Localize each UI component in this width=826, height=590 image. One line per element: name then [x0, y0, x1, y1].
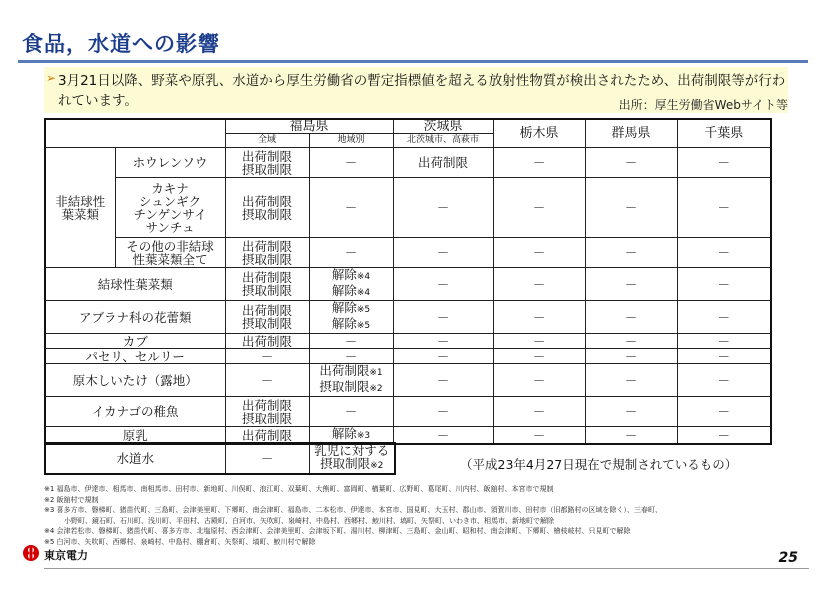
cell-all: 出荷制限 摂取制限 — [225, 238, 309, 268]
food-name: カキナ シュンギク チンゲンサイ サンチュ — [115, 178, 225, 238]
area-status: 解除 — [331, 283, 357, 298]
area-status: 解除 — [331, 426, 357, 441]
cell-ibaraki: － — [393, 301, 493, 334]
area-status: 解除 — [331, 267, 357, 282]
cell-chiba: － — [677, 268, 771, 301]
group-label: 非結球性 葉菜類 — [45, 148, 115, 268]
footnote-ref: ※5 — [356, 321, 371, 331]
footnotes — [44, 484, 784, 547]
bullet-arrow-icon: ➢ — [46, 71, 57, 85]
cell-ibaraki: － — [393, 238, 493, 268]
cell-ibaraki: － — [393, 334, 493, 349]
water-area — [309, 443, 395, 474]
cell-tochigi: － — [493, 427, 585, 445]
cell-area: － — [309, 148, 393, 178]
source-text: 出所：厚生労働省Webサイト等 — [618, 98, 788, 112]
table-row — [45, 178, 771, 238]
cell-tochigi: － — [493, 268, 585, 301]
footnote-ref: ※4 — [356, 288, 371, 298]
water-label: 水道水 — [45, 443, 225, 474]
footnote-ref: ※3 — [356, 431, 371, 441]
cell-tochigi: － — [493, 349, 585, 364]
cell-gunma: － — [585, 364, 677, 397]
cell-all: 出荷制限 — [225, 427, 309, 445]
header-fukushima-all: 全域 — [225, 134, 309, 148]
food-name: 原乳 — [45, 427, 225, 445]
cell-chiba: － — [677, 238, 771, 268]
food-name: イカナゴの稚魚 — [45, 397, 225, 427]
footnote: ※5 白河市、矢吹町、西郷村、泉崎村、中島村、棚倉町、矢祭町、塙町、鮫川村で解除 — [44, 537, 316, 546]
cell-area — [309, 301, 393, 334]
cell-tochigi: － — [493, 148, 585, 178]
footnote-ref: ※2 — [370, 461, 384, 471]
cell-area — [309, 364, 393, 397]
table-row — [45, 397, 771, 427]
cell-tochigi: － — [493, 301, 585, 334]
cell-chiba: － — [677, 427, 771, 445]
cell-all: － — [225, 349, 309, 364]
cell-all: 出荷制限 — [225, 334, 309, 349]
header-fukushima: 福島県 — [225, 119, 393, 134]
cell-area: － — [309, 349, 393, 364]
table-row — [45, 148, 771, 178]
area-status: 摂取制限 — [320, 456, 371, 471]
cell-chiba: － — [677, 178, 771, 238]
tepco-logo-icon — [22, 544, 40, 562]
food-name: 結球性葉菜類 — [45, 268, 225, 301]
food-name: 原木しいたけ（露地） — [45, 364, 225, 397]
cell-ibaraki: － — [393, 364, 493, 397]
water-table — [44, 442, 396, 475]
footnote: ※1 福島市、伊達市、相馬市、南相馬市、田村市、新地町、川俣町、浪江町、双葉町、大熊町、富岡町、楢葉町、広野町、葛尾町、川内村、飯舘村、本宮市で規制 — [44, 485, 554, 493]
cell-all: 出荷制限 摂取制限 — [225, 178, 309, 238]
cell-chiba: － — [677, 349, 771, 364]
cell-chiba: － — [677, 364, 771, 397]
cell-area: － — [309, 238, 393, 268]
page-title: 食品，水道への影響 — [22, 32, 220, 56]
cell-all: 出荷制限 摂取制限 — [225, 397, 309, 427]
cell-ibaraki: － — [393, 397, 493, 427]
header-fukushima-area: 地域別 — [309, 134, 393, 148]
cell-gunma: － — [585, 397, 677, 427]
cell-chiba: － — [677, 334, 771, 349]
footnote: ※4 会津若松市、磐梯町、猪苗代町、喜多方市、北塩原村、西会津町、会津美里町、会津坂下町、湯川村、柳津町、三島町、金山町、昭和村、南会津町、下郷町、檜枝岐村、只見町で解除 — [44, 527, 631, 535]
footnote-ref: ※2 — [369, 384, 383, 394]
food-name: その他の非結球 性葉菜類全て — [115, 238, 225, 268]
header-blank — [45, 119, 225, 148]
food-name: ホウレンソウ — [115, 148, 225, 178]
cell-all: 出荷制限 摂取制限 — [225, 148, 309, 178]
food-name: アブラナ科の花蕾類 — [45, 301, 225, 334]
area-status: 解除 — [331, 316, 357, 331]
cell-tochigi: － — [493, 397, 585, 427]
table-row — [45, 268, 771, 301]
area-status: 乳児に対する — [314, 443, 390, 458]
area-status: 解除 — [331, 300, 357, 315]
cell-tochigi: － — [493, 364, 585, 397]
food-name: パセリ、セルリー — [45, 349, 225, 364]
cell-ibaraki: － — [393, 268, 493, 301]
title-rule — [18, 60, 808, 63]
cell-gunma: － — [585, 238, 677, 268]
header-ibaraki: 茨城県 — [393, 119, 493, 134]
footnote: 小野町、鏡石町、石川町、浅川町、平田村、古殿町、白河市、矢吹町、泉崎村、中島村、西郷村、鮫川村、塙町、矢祭町、いわき市、相馬市、新地町で解除 — [64, 516, 554, 525]
cell-chiba: － — [677, 148, 771, 178]
area-status: 摂取制限 — [319, 379, 370, 394]
restriction-table — [44, 118, 772, 445]
cell-tochigi: － — [493, 238, 585, 268]
cell-all: 出荷制限 摂取制限 — [225, 268, 309, 301]
footnote-ref: ※4 — [356, 272, 371, 282]
cell-gunma: － — [585, 349, 677, 364]
cell-tochigi: － — [493, 178, 585, 238]
area-status: 出荷制限 — [319, 363, 370, 378]
footnote: ※2 飯舘村で規制 — [44, 495, 99, 504]
cell-gunma: － — [585, 148, 677, 178]
note-text: 3月21日以降、野菜や原乳、水道から厚生労働省の暫定指標値を超える放射性物質が検出されたため、出荷制限等が行われています。 — [58, 73, 786, 109]
cell-gunma: － — [585, 301, 677, 334]
table-row — [45, 349, 771, 364]
cell-chiba: － — [677, 397, 771, 427]
cell-area — [309, 268, 393, 301]
cell-gunma: － — [585, 178, 677, 238]
cell-area: － — [309, 397, 393, 427]
cell-area: － — [309, 178, 393, 238]
table-row — [45, 364, 771, 397]
cell-area: － — [309, 334, 393, 349]
table-row — [45, 334, 771, 349]
footnote-ref: ※1 — [369, 368, 383, 378]
cell-ibaraki: 出荷制限 — [393, 148, 493, 178]
page-number: 25 — [778, 550, 798, 566]
cell-ibaraki: － — [393, 178, 493, 238]
table-row — [45, 238, 771, 268]
cell-gunma: － — [585, 427, 677, 445]
cell-all: 出荷制限 摂取制限 — [225, 301, 309, 334]
header-chiba: 千葉県 — [677, 119, 771, 148]
company-name: 東京電力 — [44, 549, 88, 562]
header-gunma: 群馬県 — [585, 119, 677, 148]
cell-tochigi: － — [493, 334, 585, 349]
cell-ibaraki: － — [393, 349, 493, 364]
cell-gunma: － — [585, 334, 677, 349]
cell-gunma: － — [585, 268, 677, 301]
cell-chiba: － — [677, 301, 771, 334]
cell-ibaraki: － — [393, 427, 493, 445]
header-tochigi: 栃木県 — [493, 119, 585, 148]
as-of-note: （平成23年4月27日現在で規制されているもの） — [460, 457, 738, 472]
footer-rule — [44, 568, 809, 569]
footnote-ref: ※5 — [356, 305, 371, 315]
cell-all: － — [225, 364, 309, 397]
table-row — [45, 301, 771, 334]
water-all: － — [225, 443, 309, 474]
food-name: カブ — [45, 334, 225, 349]
footnote: ※3 喜多方市、磐梯町、猪苗代町、三島町、会津美里町、下郷町、南会津町、福島市、二本松市、伊達市、本宮市、国見町、大玉村、郡山市、須賀川市、田村市（旧都路村の区域を除く）、三春町、 — [44, 506, 663, 514]
header-ibaraki-sub: 北茨城市、高萩市 — [393, 134, 493, 148]
